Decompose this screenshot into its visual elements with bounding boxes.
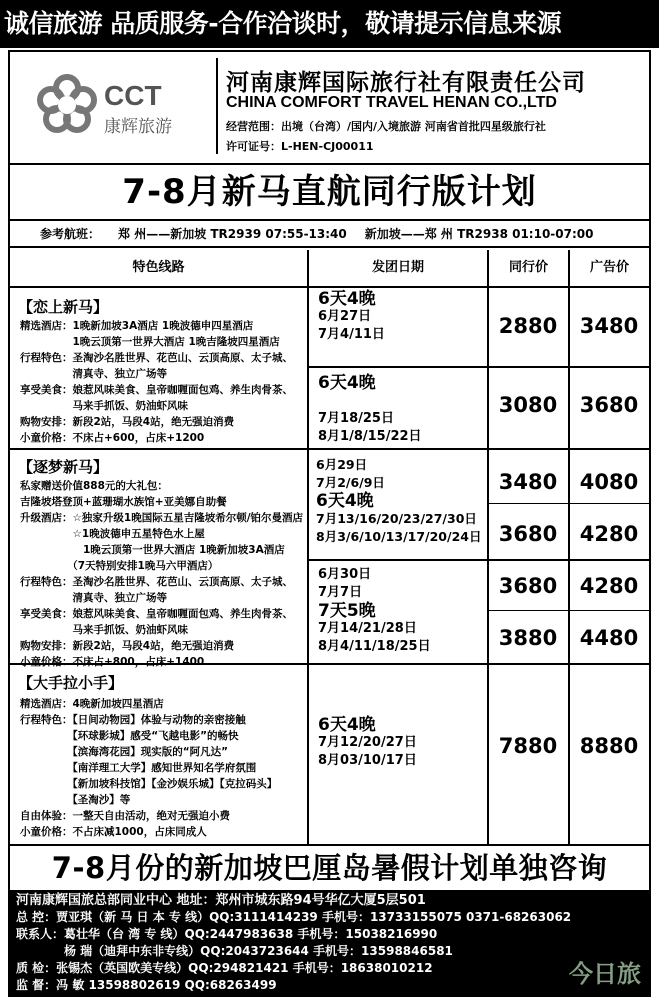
header-divider bbox=[216, 58, 218, 154]
col-header-trade-price: 同行价 bbox=[508, 260, 548, 275]
departure-dates: 6天4晚 7月12/20/27日 8月03/10/17日 bbox=[318, 715, 417, 768]
footer-line: 总 控：贾亚琪（新 马 日 本 专 线）QQ:3111414239 手机号：13733155075 0371-68263062 bbox=[16, 910, 572, 924]
flight-label: 参考航班： bbox=[40, 227, 101, 241]
page-title: 7-8月新马直航同行版计划 bbox=[10, 163, 649, 221]
trade-price: 3480 bbox=[498, 470, 558, 494]
table-divider bbox=[307, 250, 309, 844]
contact-footer bbox=[10, 890, 649, 995]
company-logo bbox=[26, 60, 206, 152]
company-header bbox=[10, 52, 649, 160]
route-details: 私家赠送价值888元的大礼包： 吉隆坡塔登顶+蓝珊瑚水族馆+亚美娜自助餐 升级酒店：☆独家升级1晚国际五星吉隆坡希尔顿/铂尔曼酒店 ☆1晚波德申五星特色水上屋 1晚云顶第一世界大酒店 1晚新加坡3A酒店 （7天特别安排1晚马六甲酒店） 行程特色：圣淘沙名胜世界、花芭山、云顶高原、太子城、 清真寺、独立广场等 享受美食：娘惹风味美食、皇帝咖喱面包鸡、养生肉骨茶、 马来手抓饭、奶油虾风味 购物安排：新段2站，马段4站，绝无强迫消费 小童价格：不床占+800，占床+1400 bbox=[20, 480, 304, 668]
footer-line: 监 督：冯 敏 13598802619 QQ:68263499 bbox=[16, 978, 277, 992]
trade-price: 3880 bbox=[498, 626, 558, 650]
ad-price: 4280 bbox=[579, 574, 639, 598]
col-header-dates: 发团日期 bbox=[371, 260, 424, 275]
business-scope: 经营范围：出境（台湾）/国内/入境旅游 河南省首批四星级旅行社 bbox=[226, 120, 546, 133]
flight-info bbox=[10, 222, 649, 248]
license-number: 许可证号：L-HEN-CJ00011 bbox=[226, 140, 374, 153]
departure-dates: 6月30日 7月7日 7天5晚 7月14/21/28日 8月4/11/18/25日 bbox=[318, 567, 431, 654]
col-header-route: 特色线路 bbox=[132, 260, 185, 275]
footer-line: 河南康辉国旅总部同业中心 地址：郑州市城东路94号华亿大厦5层501 bbox=[16, 893, 426, 908]
ad-price: 3480 bbox=[579, 314, 639, 338]
table-divider bbox=[10, 286, 649, 288]
ad-price: 4080 bbox=[579, 470, 639, 494]
trade-price: 3080 bbox=[498, 393, 558, 417]
ad-price: 3680 bbox=[579, 393, 639, 417]
ad-price: 8880 bbox=[579, 734, 639, 758]
logo-brand: CCT bbox=[104, 80, 162, 111]
flight-outbound: 郑 州——新加坡 TR2939 07:55-13:40 bbox=[118, 227, 347, 241]
top-banner: 诚信旅游 品质服务-合作洽谈时，敬请提示信息来源 bbox=[0, 0, 659, 48]
ad-price: 4480 bbox=[579, 626, 639, 650]
ad-price: 4280 bbox=[579, 522, 639, 546]
route-details: 精选酒店：4晚新加坡四星酒店 行程特色：【日间动物园】体验与动物的亲密接触 【环球影城】感受“飞越电影”的畅快 【滨海湾花园】现实版的“阿凡达” 【南洋理工大学】感知世界知名学府氛围 【新加坡科技馆】【金沙娱乐城】【克拉码头】 【圣淘沙】等 自由体验：一整天自由活动，绝对无强迫小费 小童价格：不占床减1000，占床同成人 bbox=[20, 698, 278, 838]
company-name-cn: 河南康辉国际旅行社有限责任公司 bbox=[226, 70, 586, 96]
table-divider bbox=[487, 610, 649, 611]
footer-line: 质 检：张锡杰（英国欧美专线）QQ:294821421 手机号：18638010212 bbox=[16, 961, 433, 975]
footer-line: 联系人：葛壮华（台 湾 专 线）QQ:2447983638 手机号：15038216990 bbox=[16, 927, 438, 941]
route-name: 【恋上新马】 bbox=[18, 298, 109, 316]
flight-return: 新加坡——郑 州 TR2938 01:10-07:00 bbox=[364, 227, 594, 241]
watermark-logo: 今日旅 bbox=[569, 960, 641, 988]
departure-dates: 6月29日 7月2/6/9日 6天4晚 7月13/16/20/23/27/30日 8月3/6/10/13/17/20/24日 bbox=[316, 457, 482, 544]
table-divider bbox=[307, 366, 649, 368]
departure-dates: 6天4晚 7月18/25日 8月1/8/15/22日 bbox=[318, 373, 422, 444]
table-divider bbox=[307, 559, 649, 561]
company-name-en: CHINA COMFORT TRAVEL HENAN CO.,LTD bbox=[226, 94, 557, 111]
flower-logo-icon bbox=[36, 74, 98, 136]
trade-price: 3680 bbox=[498, 574, 558, 598]
logo-brand-cn: 康辉旅游 bbox=[104, 117, 172, 137]
footer-line: 杨 瑞（迪拜中东非专线）QQ:2043723644 手机号：13598846581 bbox=[16, 944, 453, 958]
trade-price: 2880 bbox=[498, 314, 558, 338]
table-divider bbox=[10, 448, 649, 450]
trade-price: 7880 bbox=[498, 734, 558, 758]
col-header-ad-price: 广告价 bbox=[589, 260, 629, 275]
bottom-title: 7-8月份的新加坡巴厘岛暑假计划单独咨询 bbox=[10, 844, 649, 890]
route-name: 【大手拉小手】 bbox=[18, 674, 124, 692]
departure-dates: 6天4晚 6月27日 7月4/11日 bbox=[318, 289, 385, 342]
route-name: 【逐梦新马】 bbox=[18, 458, 109, 476]
trade-price: 3680 bbox=[498, 522, 558, 546]
table-divider bbox=[487, 503, 649, 504]
route-details: 精选酒店：1晚新加坡3A酒店 1晚波德申四星酒店 1晚云顶第一世界大酒店 1晚吉隆坡四星酒店 行程特色：圣淘沙名胜世界、花芭山、云顶高原、太子城、 清真寺、独立广场等 享受美食：娘惹风味美食、皇帝咖喱面包鸡、养生肉骨茶、 马来手抓饭、奶油虾风味 购物安排：新段2站，马段4站，绝无强迫消费 小童价格：不床占+600，占床+1200 bbox=[20, 320, 293, 444]
